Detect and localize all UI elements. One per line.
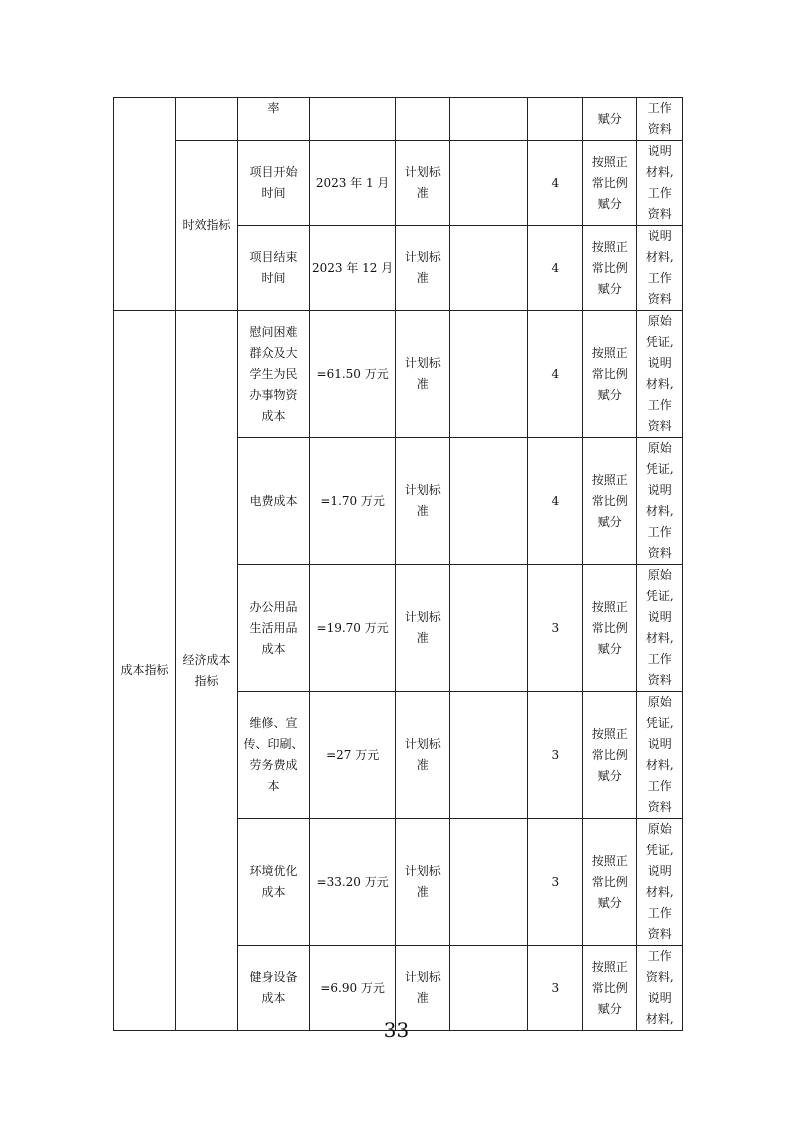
blank-cell [450, 226, 528, 311]
blank-cell [450, 311, 528, 438]
indicator-text: 环境优化 [249, 864, 298, 878]
indicator-cell [238, 438, 310, 565]
evidence-cell [637, 98, 683, 141]
level2-indicator-text: 时效指标 [182, 218, 231, 232]
standard-cell [396, 98, 450, 141]
evidence-text: 原始 [647, 314, 672, 328]
indicator-text: 成本 [261, 885, 286, 899]
evidence-text: 资料 [647, 927, 672, 941]
standard-text: 准 [416, 885, 429, 899]
method-text: 按照正 [591, 239, 628, 254]
evidence-cell [637, 141, 683, 226]
evidence-text: 材料, [645, 250, 674, 264]
standard-text: 准 [416, 186, 429, 200]
indicator-cell [238, 141, 310, 226]
indicator-text: 成本 [261, 641, 286, 656]
evidence-text: 材料, [645, 885, 674, 899]
method-text: 常比例 [591, 747, 628, 762]
level2-indicator-text: 指标 [194, 673, 219, 688]
evidence-text: 资料 [647, 800, 672, 814]
evidence-text: 工作 [647, 779, 672, 793]
evidence-text: 原始 [647, 568, 672, 582]
indicator-text: 成本 [261, 991, 286, 1005]
evidence-text: 资料 [647, 207, 672, 221]
weight-text: 3 [551, 980, 560, 995]
indicator-text: 率 [267, 101, 280, 115]
evidence-text: 材料, [645, 504, 674, 518]
method-text: 常比例 [591, 366, 628, 381]
table-row [114, 141, 683, 226]
method-text: 按照正 [591, 959, 628, 974]
evidence-text: 原始 [647, 822, 672, 836]
evidence-text: 原始 [647, 441, 672, 455]
standard-text: 准 [416, 271, 429, 285]
standard-text: 准 [416, 991, 429, 1005]
level2-indicator-cell [176, 311, 238, 1031]
weight-text: 4 [551, 175, 560, 190]
evidence-text: 凭证, [645, 589, 674, 603]
evidence-text: 材料, [645, 631, 674, 645]
value-text: =6.90 万元 [320, 980, 385, 995]
method-cell [583, 98, 637, 141]
standard-text: 计划标 [404, 356, 441, 370]
evidence-cell [637, 692, 683, 819]
value-cell [310, 565, 396, 692]
indicator-text: 项目开始 [249, 165, 298, 179]
standard-text: 计划标 [404, 864, 441, 878]
evidence-text: 说明 [647, 610, 672, 624]
method-text: 按照正 [591, 599, 628, 614]
value-text: 2023 年 12 月 [312, 260, 394, 275]
level2-indicator-cell [176, 141, 238, 311]
evidence-text: 工作 [647, 101, 672, 115]
value-cell [310, 98, 396, 141]
value-cell [310, 438, 396, 565]
evidence-cell [637, 311, 683, 438]
value-text: =61.50 万元 [316, 366, 389, 381]
method-cell [583, 692, 637, 819]
method-cell [583, 438, 637, 565]
method-text: 按照正 [591, 154, 628, 169]
method-cell [583, 141, 637, 226]
evidence-text: 说明 [647, 991, 672, 1005]
method-cell [583, 565, 637, 692]
indicator-text: 项目结束 [249, 250, 298, 264]
evidence-text: 说明 [647, 229, 672, 243]
level2-indicator-text: 经济成本 [182, 652, 231, 667]
indicator-text: 维修、宣 [249, 716, 298, 730]
standard-text: 准 [416, 631, 429, 645]
evidence-text: 资料 [647, 419, 672, 433]
method-text: 常比例 [591, 493, 628, 508]
evidence-text: 凭证, [645, 843, 674, 857]
evidence-text: 凭证, [645, 716, 674, 730]
weight-text: 3 [551, 874, 560, 889]
standard-cell [396, 819, 450, 946]
method-text: 按照正 [591, 726, 628, 741]
weight-cell [528, 311, 583, 438]
value-text: =27 万元 [326, 747, 380, 762]
level1-indicator-text: 成本指标 [120, 663, 169, 677]
weight-cell [528, 141, 583, 226]
weight-cell [528, 819, 583, 946]
standard-text: 准 [416, 377, 429, 391]
indicator-text: 本 [267, 779, 280, 793]
standard-cell [396, 565, 450, 692]
evidence-text: 工作 [647, 186, 672, 200]
table-row [114, 98, 683, 141]
method-text: 按照正 [591, 853, 628, 868]
indicator-text: 成本 [261, 408, 286, 423]
level1-indicator-cell [114, 311, 176, 1031]
method-text: 常比例 [591, 620, 628, 635]
value-cell [310, 692, 396, 819]
evidence-text: 材料, [645, 165, 674, 179]
value-text: =33.20 万元 [316, 874, 389, 889]
evidence-text: 说明 [647, 356, 672, 370]
evidence-cell [637, 226, 683, 311]
evidence-text: 资料 [647, 122, 672, 136]
indicator-text: 办公用品 [249, 599, 298, 614]
evidence-text: 资料 [647, 673, 672, 687]
method-text: 常比例 [591, 260, 628, 275]
evidence-text: 工作 [647, 525, 672, 539]
method-text: 赋分 [597, 514, 622, 529]
standard-text: 准 [416, 504, 429, 518]
method-text: 赋分 [597, 768, 622, 783]
standard-text: 计划标 [404, 970, 441, 984]
weight-cell [528, 565, 583, 692]
indicator-text: 群众及大 [249, 345, 298, 360]
value-text: 2023 年 1 月 [315, 175, 390, 190]
weight-cell [528, 226, 583, 311]
evidence-text: 工作 [647, 398, 672, 412]
standard-cell [396, 311, 450, 438]
evidence-text: 凭证, [645, 335, 674, 349]
standard-cell [396, 692, 450, 819]
method-cell [583, 226, 637, 311]
method-text: 赋分 [597, 641, 622, 656]
weight-text: 4 [551, 493, 560, 508]
level1-indicator-cell-continued [114, 98, 176, 311]
indicator-text: 电费成本 [249, 493, 298, 508]
method-text: 常比例 [591, 175, 628, 190]
value-cell [310, 819, 396, 946]
standard-text: 计划标 [404, 250, 441, 264]
indicator-text: 生活用品 [249, 620, 298, 635]
standard-text: 计划标 [404, 483, 441, 497]
indicator-text: 传、印刷、 [243, 737, 304, 751]
indicator-text: 慰问困难 [249, 324, 298, 339]
standard-cell [396, 141, 450, 226]
method-text: 赋分 [597, 196, 622, 211]
indicator-cell [238, 98, 310, 141]
method-text: 常比例 [591, 980, 628, 995]
evidence-text: 说明 [647, 737, 672, 751]
evidence-text: 工作 [647, 271, 672, 285]
evidence-text: 资料 [647, 546, 672, 560]
indicator-text: 时间 [261, 271, 286, 285]
standard-text: 准 [416, 758, 429, 772]
indicator-text: 办事物资 [249, 387, 298, 402]
method-text: 赋分 [597, 387, 622, 402]
value-cell [310, 141, 396, 226]
value-cell [310, 311, 396, 438]
blank-cell [450, 692, 528, 819]
blank-cell [450, 819, 528, 946]
weight-cell [528, 98, 583, 141]
evidence-text: 资料 [647, 292, 672, 306]
standard-text: 计划标 [404, 737, 441, 751]
evidence-text: 资料, [645, 970, 674, 984]
evidence-cell [637, 565, 683, 692]
method-text: 按照正 [591, 345, 628, 360]
method-cell [583, 311, 637, 438]
weight-text: 4 [551, 366, 560, 381]
weight-text: 3 [551, 747, 560, 762]
level2-indicator-cell-continued [176, 98, 238, 141]
method-text: 赋分 [597, 1001, 622, 1016]
blank-cell [450, 438, 528, 565]
evidence-text: 材料, [645, 1012, 674, 1026]
evidence-text: 说明 [647, 483, 672, 497]
standard-cell [396, 226, 450, 311]
table-row [114, 311, 683, 438]
blank-cell [450, 141, 528, 226]
evidence-text: 工作 [647, 652, 672, 666]
value-text: =1.70 万元 [320, 493, 385, 508]
blank-cell [450, 565, 528, 692]
weight-text: 3 [551, 620, 560, 635]
method-cell [583, 819, 637, 946]
evidence-text: 原始 [647, 695, 672, 709]
indicator-cell [238, 226, 310, 311]
value-cell [310, 226, 396, 311]
weight-text: 4 [551, 260, 560, 275]
method-text: 赋分 [597, 895, 622, 910]
indicator-text: 劳务费成 [249, 758, 298, 772]
method-text: 常比例 [591, 874, 628, 889]
evidence-cell [637, 438, 683, 565]
weight-cell [528, 438, 583, 565]
evidence-text: 凭证, [645, 462, 674, 476]
indicator-cell [238, 311, 310, 438]
method-text: 赋分 [597, 281, 622, 296]
standard-text: 计划标 [404, 610, 441, 624]
standard-cell [396, 438, 450, 565]
page-number: 33 [383, 1018, 410, 1042]
evidence-text: 材料, [645, 377, 674, 391]
indicator-cell [238, 819, 310, 946]
indicator-cell [238, 692, 310, 819]
evidence-text: 说明 [647, 864, 672, 878]
indicator-text: 健身设备 [249, 970, 298, 984]
standard-text: 计划标 [404, 165, 441, 179]
evidence-text: 工作 [647, 906, 672, 920]
evidence-text: 工作 [647, 949, 672, 963]
indicator-text: 学生为民 [249, 366, 298, 381]
evidence-text: 说明 [647, 144, 672, 158]
evidence-cell [637, 819, 683, 946]
blank-cell [450, 98, 528, 141]
method-text: 赋分 [597, 111, 622, 126]
weight-cell [528, 692, 583, 819]
indicator-cell [238, 565, 310, 692]
method-text: 按照正 [591, 472, 628, 487]
performance-indicator-table [113, 97, 683, 1031]
indicator-text: 时间 [261, 186, 286, 200]
evidence-text: 材料, [645, 758, 674, 772]
value-text: =19.70 万元 [316, 620, 389, 635]
